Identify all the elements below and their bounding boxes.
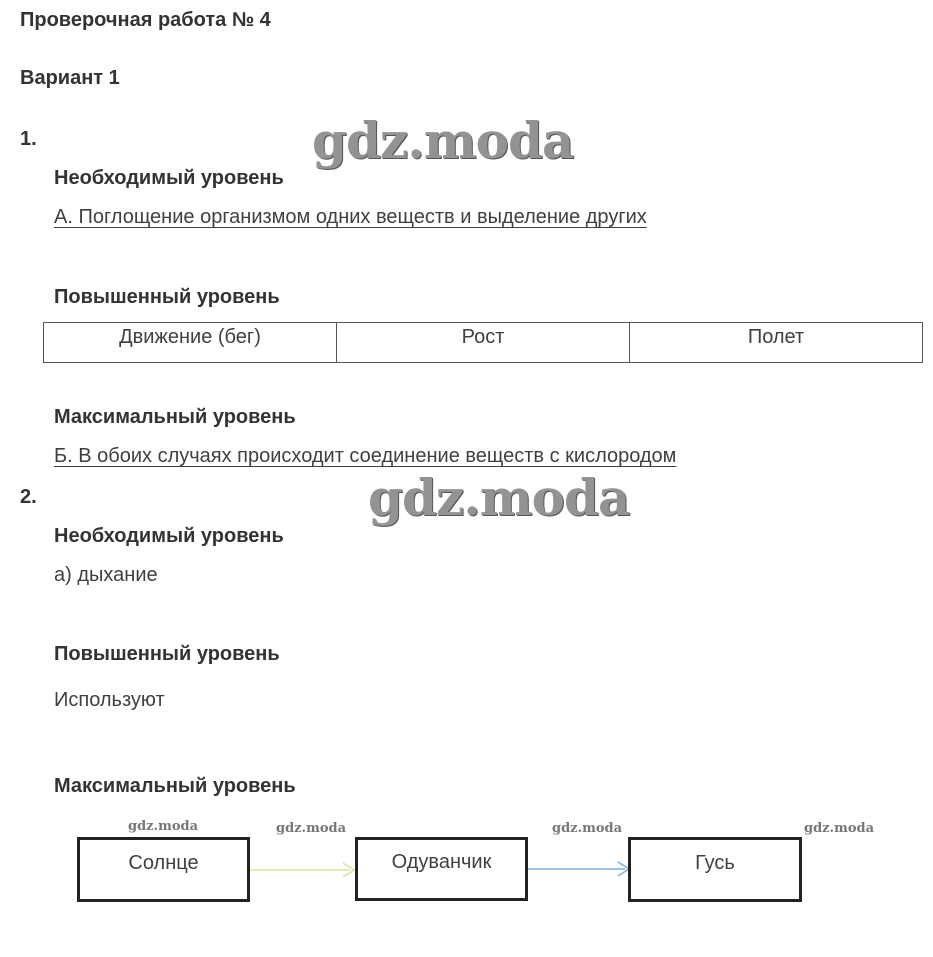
variant-heading: Вариант 1: [20, 67, 120, 89]
chain-node-dandelion: [355, 837, 528, 901]
task-2-number: 2.: [20, 486, 37, 508]
table-cell: Полет: [630, 323, 923, 363]
watermark-small: gdz.moda: [804, 821, 875, 836]
task-1-advanced-level-heading: Повышенный уровень: [54, 286, 280, 308]
watermark-logo: gdz.moda: [368, 468, 630, 527]
task-1-basic-answer: А. Поглощение организмом одних веществ и выделение других: [54, 206, 647, 228]
task-1-max-answer: Б. В обоих случаях происходит соединение веществ с кислородом: [54, 445, 677, 467]
chain-node-label: Одуванчик: [391, 851, 492, 873]
task-2-basic-level-heading: Необходимый уровень: [54, 525, 284, 547]
chain-node-label: Солнце: [128, 852, 199, 874]
task-1-number: 1.: [20, 128, 37, 150]
watermark-small: gdz.moda: [128, 819, 199, 834]
chain-node-goose: [628, 837, 802, 902]
task-2-advanced-level-heading: Повышенный уровень: [54, 643, 280, 665]
task-1-basic-level-heading: Необходимый уровень: [54, 167, 284, 189]
task-2-max-level-heading: Максимальный уровень: [54, 775, 296, 797]
task-2-advanced-answer: Используют: [54, 689, 165, 711]
chain-node-sun: [77, 837, 250, 902]
task-2-basic-answer: а) дыхание: [54, 564, 158, 586]
table-cell: Движение (бег): [44, 323, 337, 363]
watermark-small: gdz.moda: [276, 821, 347, 836]
watermark-logo: gdz.moda: [312, 111, 574, 170]
task-1-max-level-heading: Максимальный уровень: [54, 406, 296, 428]
page-title: Проверочная работа № 4: [20, 9, 271, 31]
watermark-small: gdz.moda: [552, 821, 623, 836]
table-cell: Рост: [337, 323, 630, 363]
chain-node-label: Гусь: [695, 852, 735, 874]
